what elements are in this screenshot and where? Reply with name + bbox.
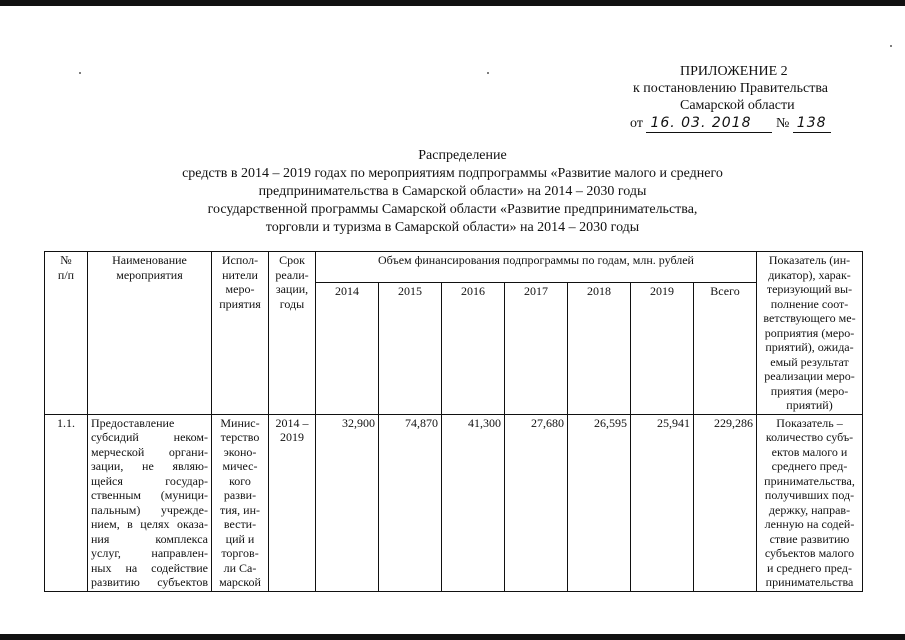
row-value-2019: 25,941 bbox=[631, 414, 694, 591]
row-value-2018: 26,595 bbox=[568, 414, 631, 591]
header-indicator: Показатель (ин- дикатор), харак- теризующий вы- полнение соот- ветствующего ме- роприятия (меро- приятий), ожида- емый результат реализации меро- приятия (меро- приятий) bbox=[757, 252, 863, 415]
row-value-2016: 41,300 bbox=[442, 414, 505, 591]
row-value-2014: 32,900 bbox=[316, 414, 379, 591]
header-year-2014: 2014 bbox=[316, 282, 379, 414]
header-year-2017: 2017 bbox=[505, 282, 568, 414]
row-value-total: 229,286 bbox=[694, 414, 757, 591]
scan-speck bbox=[890, 45, 892, 47]
header-financing: Объем финансирования подпрограммы по годам, млн. рублей bbox=[316, 252, 757, 283]
table-header-row bbox=[45, 252, 863, 283]
header-year-2019: 2019 bbox=[631, 282, 694, 414]
number-label: № bbox=[775, 116, 790, 131]
table-row bbox=[45, 414, 863, 591]
scan-speck bbox=[487, 72, 489, 74]
from-label: от bbox=[630, 116, 643, 131]
title-line-2: средств в 2014 – 2019 годах по мероприятиям подпрограммы «Развитие малого и среднего bbox=[182, 166, 723, 181]
title-line-5: торговли и туризма в Самарской области» на 2014 – 2030 годы bbox=[265, 220, 640, 235]
row-name: Предоставление субсидий неком- мерческой органи- зации, не являю- щейся государ- ственным (муници- пальным) учрежде- нием, в целях оказа- ния комплекса услуг, направлен- ных на содействие развитию субъектов bbox=[88, 414, 212, 591]
header-num: № п/п bbox=[45, 252, 88, 415]
document-title bbox=[0, 147, 905, 237]
header-term: Срок реали- зации, годы bbox=[269, 252, 316, 415]
header-year-2015: 2015 bbox=[379, 282, 442, 414]
appendix-date-line bbox=[630, 115, 831, 133]
row-value-2015: 74,870 bbox=[379, 414, 442, 591]
scan-border-bottom bbox=[0, 634, 905, 640]
header-year-2016: 2016 bbox=[442, 282, 505, 414]
title-line-1: Распределение bbox=[418, 148, 507, 163]
row-indicator: Показатель – количество субъ- ектов малого и среднего пред- принимательства, получивших под- держку, направ- ленную на содей- ствие развитию субъектов малого и среднего пред- принимательства bbox=[757, 414, 863, 591]
row-executor: Минис- терство эконо- мичес- кого разви- тия, ин- вести- ций и торгов- ли Са- марской bbox=[212, 414, 269, 591]
appendix-region-line: Самарской области bbox=[680, 98, 795, 113]
title-line-4: государственной программы Самарской области «Развитие предпринимательства, bbox=[207, 202, 698, 217]
financing-table bbox=[44, 251, 863, 592]
appendix-title: ПРИЛОЖЕНИЕ 2 bbox=[680, 64, 788, 79]
appendix-resolution-line: к постановлению Правительства bbox=[633, 81, 829, 96]
handwritten-number: 138 bbox=[793, 115, 831, 133]
row-term: 2014 – 2019 bbox=[269, 414, 316, 591]
row-number: 1.1. bbox=[45, 414, 88, 591]
scan-border-top bbox=[0, 0, 905, 6]
scan-speck bbox=[79, 72, 81, 74]
header-executors: Испол- нители меро- приятия bbox=[212, 252, 269, 415]
row-value-2017: 27,680 bbox=[505, 414, 568, 591]
header-total: Всего bbox=[694, 282, 757, 414]
header-name: Наименование мероприятия bbox=[88, 252, 212, 415]
header-year-2018: 2018 bbox=[568, 282, 631, 414]
handwritten-date: 16. 03. 2018 bbox=[646, 115, 772, 133]
title-line-3: предпринимательства в Самарской области» на 2014 – 2030 годы bbox=[258, 184, 647, 199]
